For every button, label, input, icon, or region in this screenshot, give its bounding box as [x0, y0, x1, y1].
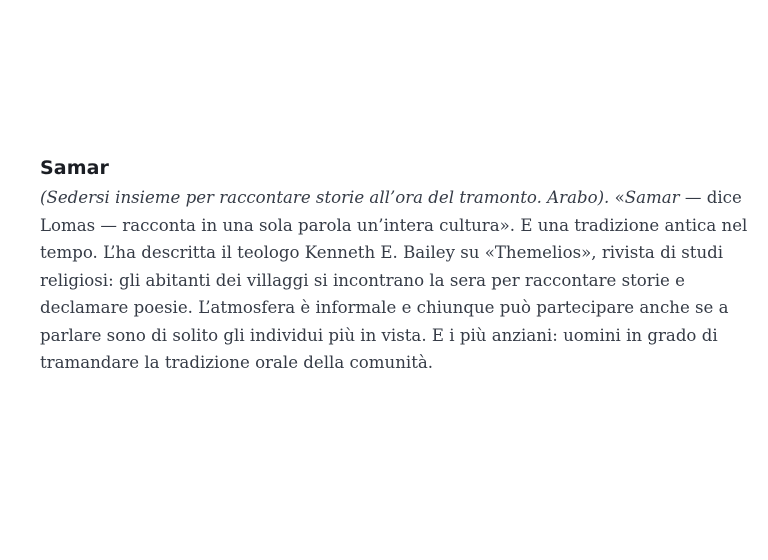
- paragraph-body-text: — dice Lomas — racconta in una sola parola un’intera cultura». E una tradizione antica nel tempo. L’ha descritta il teologo Kenneth E. Bailey su «Themelios», rivista di studi religiosi: gli abitanti dei villaggi si incontrano la sera per raccontare storie e declamare poesie. L’atmosfera è informale e chiunque può partecipare anche se a parlare sono di solito gli individui più in vista. E i più anziani: uomini in grado di tramandare la tradizione orale della comunità.: [40, 188, 748, 372]
- article: [40, 156, 748, 377]
- open-guillemet: «: [614, 188, 625, 207]
- article-paragraph: [40, 184, 748, 377]
- term-samar-italic: Samar: [624, 188, 680, 207]
- definition-lead-italic: (Sedersi insieme per raccontare storie all’ora del tramonto. Arabo).: [40, 188, 615, 207]
- article-title: Samar: [40, 157, 109, 179]
